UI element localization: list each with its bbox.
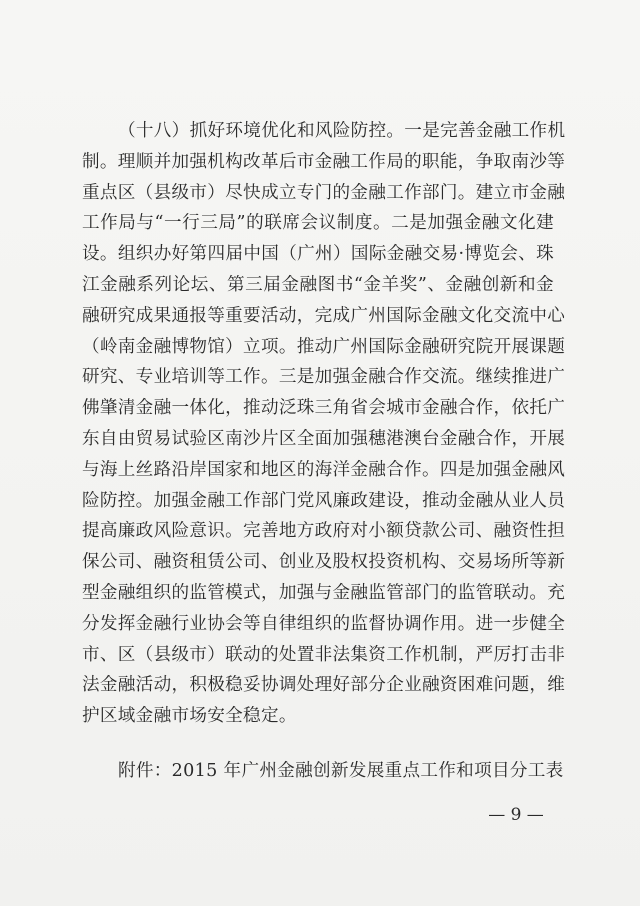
paragraph-line-12: 与海上丝路沿岸国家和地区的海洋金融合作。四是加强金融风 xyxy=(82,459,566,480)
paragraph-line-10: 佛肇清金融一体化，推动泛珠三角省会城市金融合作，依托广 xyxy=(82,398,566,419)
paragraph-line-2: 制。理顺并加强机构改革后市金融工作局的职能，争取南沙等 xyxy=(82,151,566,172)
attachment-note: 附件：2015 年广州金融创新发展重点工作和项目分工表 xyxy=(118,761,564,781)
paragraph-line-4: 工作局与“一行三局”的联席会议制度。二是加强金融文化建 xyxy=(82,213,554,234)
paragraph-line-19: 法金融活动，积极稳妥协调处理好部分企业融资困难问题，维 xyxy=(82,675,566,696)
paragraph-line-14: 提高廉政风险意识。完善地方政府对小额贷款公司、融资性担 xyxy=(82,521,566,542)
paragraph-line-6: 江金融系列论坛、第三届金融图书“金羊奖”、金融创新和金 xyxy=(82,274,554,295)
paragraph-line-16: 型金融组织的监管模式，加强与金融监管部门的监管联动。充 xyxy=(82,582,566,603)
paragraph-line-18: 市、区（县级市）联动的处置非法集资工作机制，严厉打击非 xyxy=(82,644,566,665)
paragraph-line-7: 融研究成果通报等重要活动，完成广州国际金融文化交流中心 xyxy=(82,305,566,326)
paragraph-line-9: 研究、专业培训等工作。三是加强金融合作交流。继续推进广 xyxy=(82,367,566,388)
paragraph-line-20: 护区域金融市场安全稳定。 xyxy=(82,706,297,727)
paragraph-line-3: 重点区（县级市）尽快成立专门的金融工作部门。建立市金融 xyxy=(82,182,566,203)
paragraph-line-15: 保公司、融资租赁公司、创业及股权投资机构、交易场所等新 xyxy=(82,552,566,573)
paragraph-line-8: （岭南金融博物馆）立项。推动广州国际金融研究院开展课题 xyxy=(82,336,566,357)
paragraph-line-11: 东自由贸易试验区南沙片区全面加强穗港澳台金融合作，开展 xyxy=(82,428,566,449)
paragraph-line-13: 险防控。加强金融工作部门党风廉政建设，推动金融从业人员 xyxy=(82,490,566,511)
section-18-paragraph xyxy=(82,116,566,732)
page-number: — 9 — xyxy=(488,805,544,825)
paragraph-line-17: 分发挥金融行业协会等自律组织的监督协调作用。进一步健全 xyxy=(82,613,566,634)
paragraph-line-1: （十八）抓好环境优化和风险防控。一是完善金融工作机 xyxy=(118,121,566,141)
paragraph-line-5: 设。组织办好第四届中国（广州）国际金融交易·博览会、珠 xyxy=(82,244,554,265)
